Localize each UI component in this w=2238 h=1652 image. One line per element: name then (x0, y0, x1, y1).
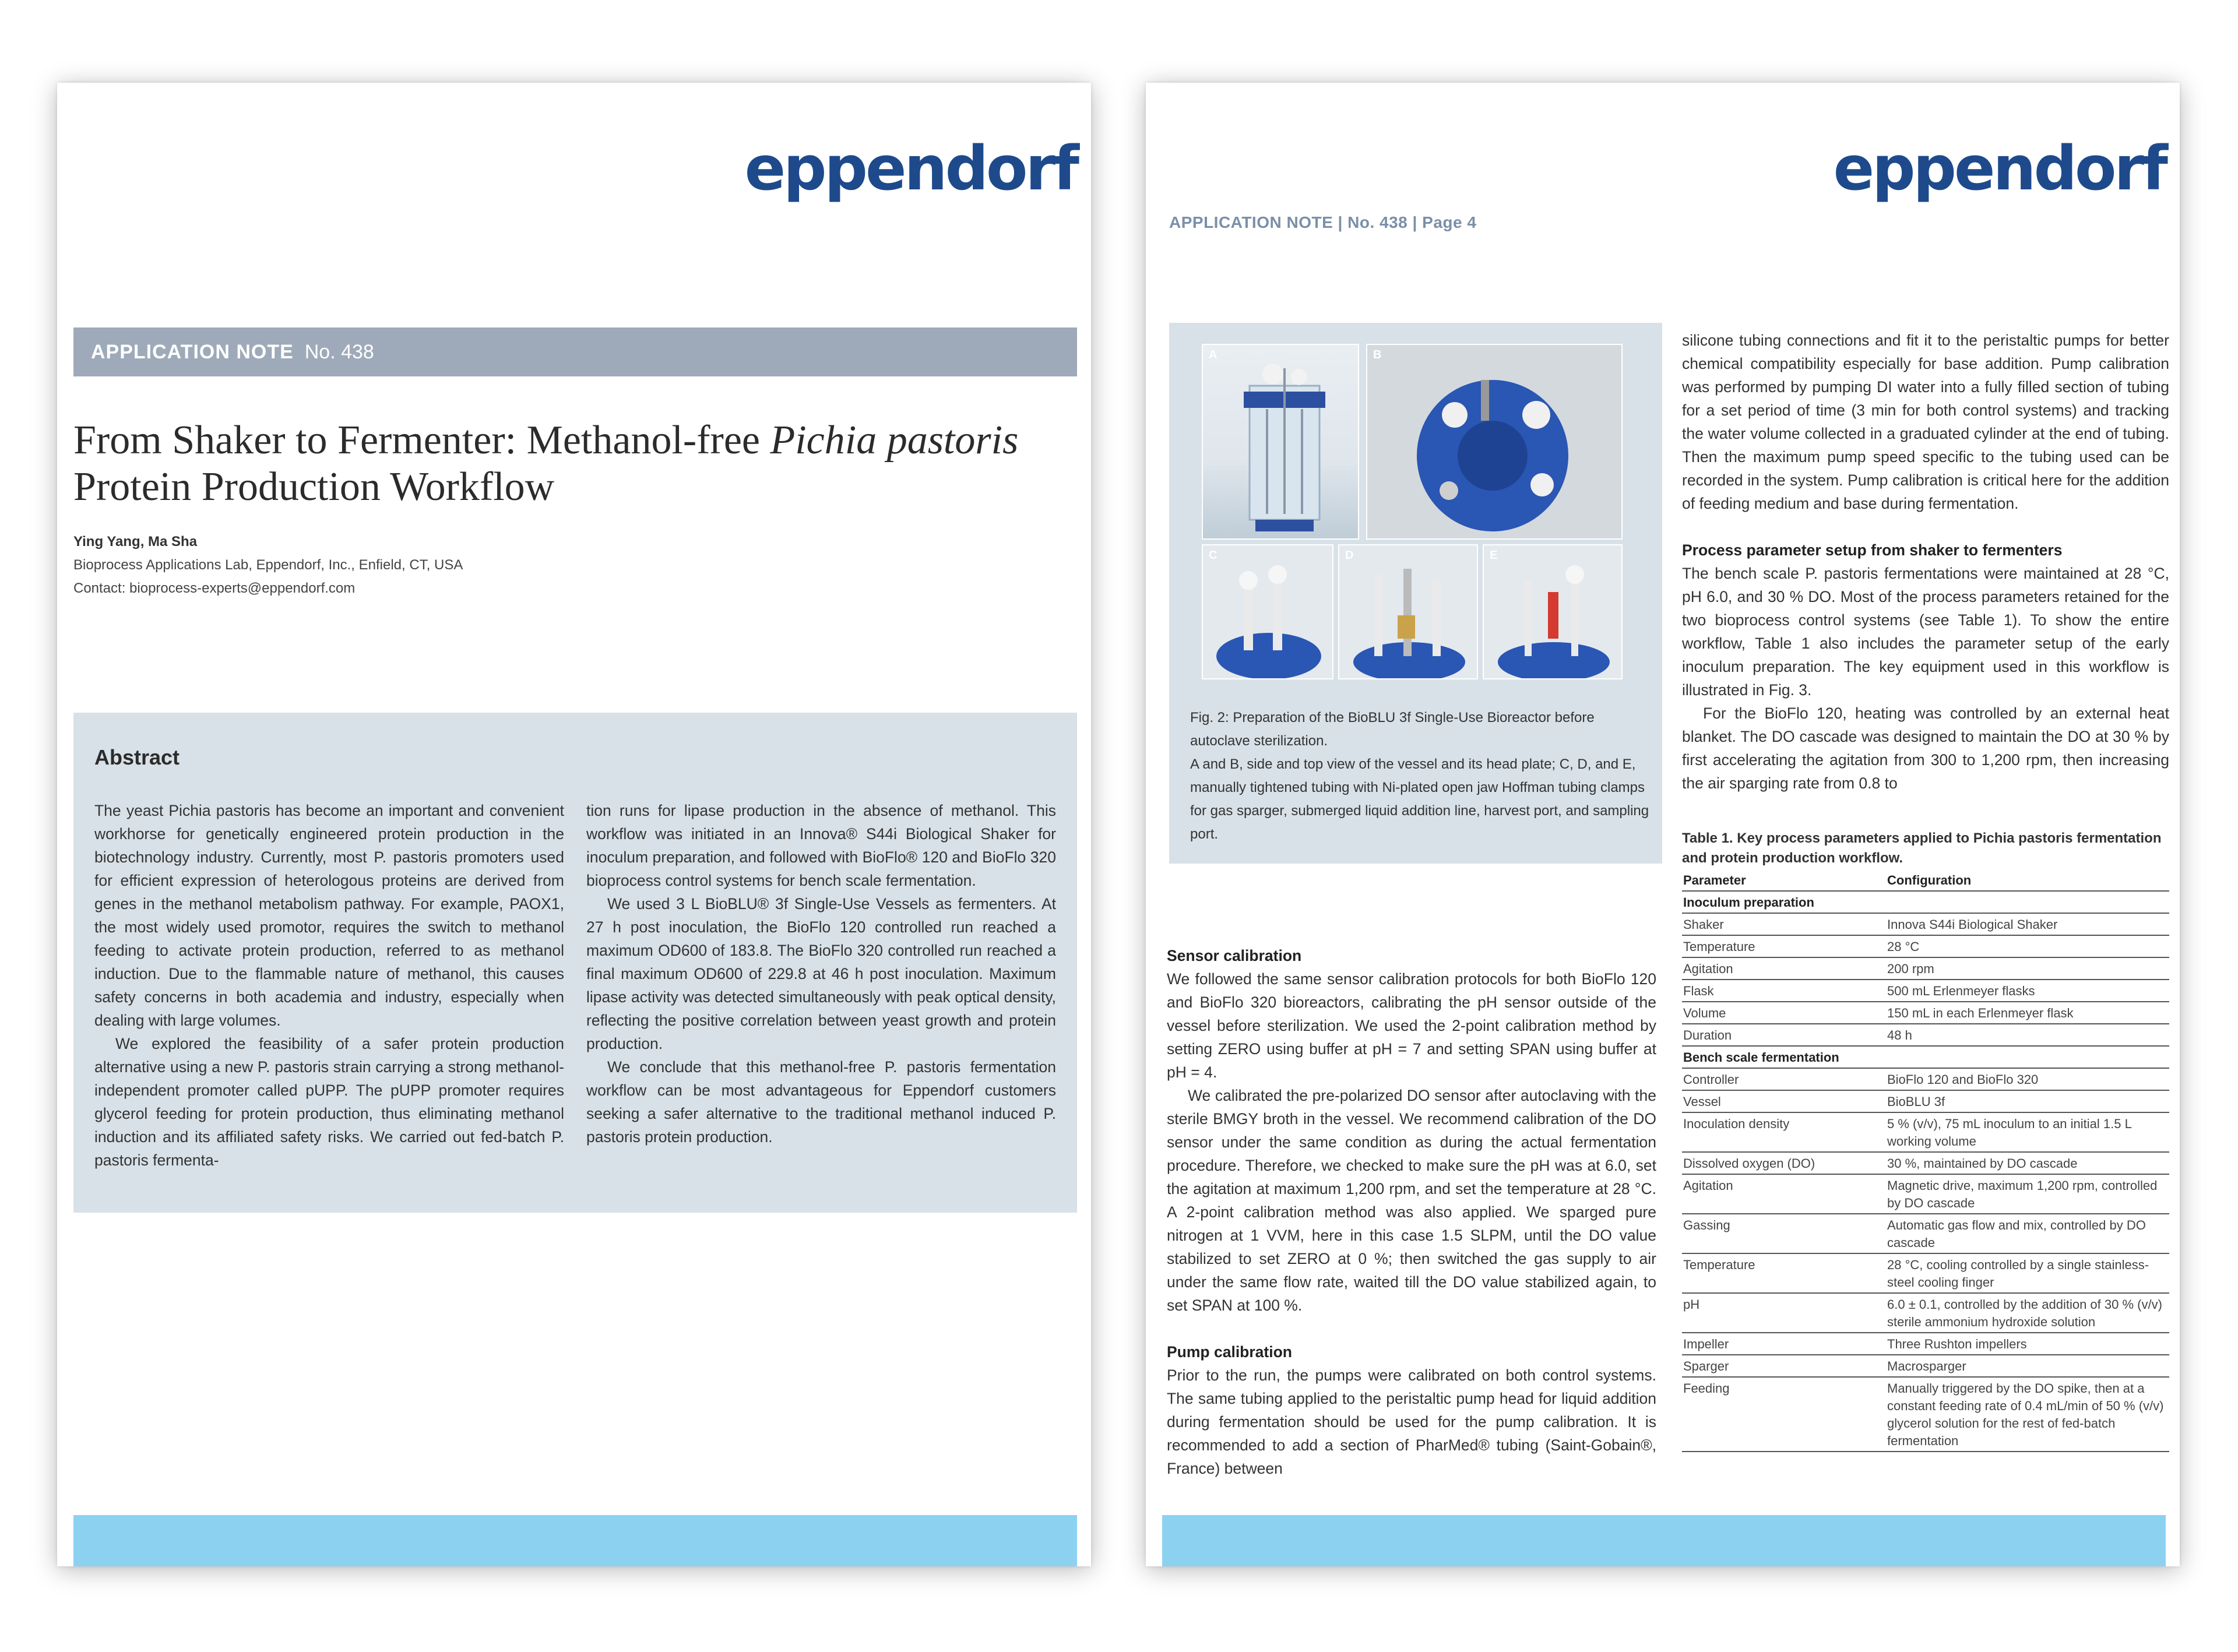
figure-2 (1169, 323, 1662, 864)
configuration-cell: 28 °C, cooling controlled by a single stainless-steel cooling finger (1880, 1253, 2169, 1293)
parameter-cell: Feeding (1682, 1377, 1880, 1452)
sensor-paragraph-1: We followed the same sensor calibration protocols for both BioFlo 120 and BioFlo 320 bioreactors, calibrating the pH sensor outside of the vessel before sterilization. We used the 2-point calibration method by setting ZERO using buffer at pH = 7 and setting SPAN using buffer at pH = 4. (1167, 970, 1656, 1081)
caption-line-1: Fig. 2: Preparation of the BioBLU 3f Single-Use Bioreactor before autoclave sterilization. (1190, 710, 1595, 749)
parameter-cell: Sparger (1682, 1355, 1880, 1377)
page-1 (57, 83, 1091, 1566)
abstract-paragraph: The yeast Pichia pastoris has become an important and convenient workhorse for genetically engineered protein production in the biotechnology industry. Currently, most P. pastoris promoters used for efficient expression of heterologous proteins are derived from genes in the methanol metabolism pathway. For example, PAOX1, the most widely used promotor, requires the switch to methanol feeding to activate protein production, referred to as methanol induction. Due to the flammable nature of methanol, this causes safety concerns in both academia and industry, especially when dealing with large volumes. (94, 802, 564, 1029)
contact: Contact: bioprocess-experts@eppendorf.com (73, 580, 356, 596)
configuration-cell: 48 h (1880, 1024, 2169, 1046)
parameter-cell: Duration (1682, 1024, 1880, 1046)
table-row (1682, 1214, 2169, 1253)
eppendorf-logo: eppendorf (744, 133, 1077, 204)
table-row (1682, 1333, 2169, 1355)
title-part-1: From Shaker to Fermenter: Methanol-free (73, 418, 770, 463)
parameter-cell: Bench scale fermentation (1682, 1046, 1880, 1068)
parameter-cell: Impeller (1682, 1333, 1880, 1355)
process-paragraph-1: The bench scale P. pastoris fermentations were maintained at 28 °C, pH 6.0, and 30 % DO. Most of the process parameters retained for the two bioprocess control systems (see Table 1). To show the entire workflow, Table 1 also includes the parameter setup of the early inoculum preparation. The key equipment used in this workflow is illustrated in Fig. 3. (1682, 565, 2169, 699)
parameters-table (1682, 869, 2169, 1452)
bottom-color-bar (1162, 1515, 2166, 1566)
parameter-cell: Temperature (1682, 935, 1880, 957)
configuration-cell: Manually triggered by the DO spike, then at a constant feeding rate of 0.4 mL/min of 50 % (v/v) glycerol solution for the rest of fed-batch fermentation (1880, 1377, 2169, 1452)
panel-label-a: A (1209, 348, 1217, 361)
tubing-clamps-image-d (1339, 545, 1478, 679)
page-2 (1146, 83, 2180, 1566)
table-row (1682, 1377, 2169, 1452)
abstract-paragraph: tion runs for lipase production in the absence of methanol. This workflow was initiated in an Innova® S44i Biological Shaker for inoculum preparation, and followed with BioFlo® 120 and BioFlo 320 bioprocess control systems for bench scale fermentation. (586, 802, 1056, 889)
tubing-clamps-image-e (1484, 545, 1623, 679)
bioreactor-side-image (1203, 345, 1359, 540)
abstract-paragraph: We explored the feasibility of a safer protein production alternative using a new P. pastoris strain carrying a strong methanol-independent promoter called pUPP. The pUPP promoter requires glycerol feeding for protein production, thus eliminating methanol induction and its affiliated safety risks. We carried out fed-batch P. pastoris fermenta- (94, 1035, 564, 1169)
table-row (1682, 1024, 2169, 1046)
panel-label-b: B (1373, 348, 1382, 361)
figure-photo-b (1366, 344, 1623, 540)
panel-label-e: E (1490, 549, 1498, 562)
table-section-row (1682, 891, 2169, 913)
table-row (1682, 1152, 2169, 1174)
panel-label-d: D (1345, 549, 1354, 562)
configuration-cell: 6.0 ± 0.1, controlled by the addition of 30 % (v/v) sterile ammonium hydroxide solution (1880, 1293, 2169, 1333)
parameter-cell: Gassing (1682, 1214, 1880, 1253)
note-band-label: APPLICATION NOTE (91, 341, 294, 363)
abstract-paragraph: We used 3 L BioBLU® 3f Single-Use Vessels as fermenters. At 27 h post inoculation, the BioFlo 120 controlled run reached a maximum OD600 of 183.8. The BioFlo 320 controlled run reached a final maximum OD600 of 229.8 at 46 h post inoculation. Maximum lipase activity was detected simultaneously with peak optical density, reflecting the positive correlation between yeast growth and protein production. (586, 895, 1056, 1052)
table-row (1682, 1355, 2169, 1377)
configuration-cell: 200 rpm (1880, 957, 2169, 980)
table-title: Table 1. Key process parameters applied to Pichia pastoris fermentation and protein production workflow. (1682, 830, 2162, 866)
parameter-cell: Inoculation density (1682, 1112, 1880, 1152)
abstract-paragraph: We conclude that this methanol-free P. pastoris fermentation workflow can be most advantageous for Eppendorf customers seeking a safer alternative to the traditional methanol induced P. pastoris protein production. (586, 1058, 1056, 1146)
table-row (1682, 1293, 2169, 1333)
configuration-cell: Magnetic drive, maximum 1,200 rpm, controlled by DO cascade (1880, 1174, 2169, 1214)
parameter-cell: Shaker (1682, 913, 1880, 935)
table-row (1682, 1090, 2169, 1112)
table-row (1682, 957, 2169, 980)
tubing-clamps-image-c (1203, 545, 1333, 679)
figure-photo-a (1202, 344, 1359, 540)
table-header-cell: Parameter (1682, 869, 1880, 891)
sensor-paragraph-2: We calibrated the pre-polarized DO sensor after autoclaving with the sterile BMGY broth in the vessel. We recommend calibration of the DO sensor under the same condition as during the actual fermentation procedure. Therefore, we checked to make sure the pH was at 6.0, set the agitation at maximum 1,200 rpm, and set the temperature at 28 °C. A 2-point calibration method was also applied. We sparged pure nitrogen at 1 VVM, here in this case 1.5 SLPM, until the DO value stabilized to set ZERO at 0 %; then switched the gas supply to air under the same flow rate, waited till the DO value stabilized again, to set SPAN at 100 %. (1167, 1087, 1656, 1314)
parameter-cell: Vessel (1682, 1090, 1880, 1112)
table-header-row (1682, 869, 2169, 891)
parameter-cell: Flask (1682, 980, 1880, 1002)
configuration-cell: BioFlo 120 and BioFlo 320 (1880, 1068, 2169, 1090)
spacer (1682, 515, 2169, 538)
configuration-cell: BioBLU 3f (1880, 1090, 2169, 1112)
parameter-cell: Agitation (1682, 1174, 1880, 1214)
abstract-box (73, 713, 1077, 1213)
configuration-cell (1880, 1046, 2169, 1068)
sensor-calibration-heading: Sensor calibration (1167, 947, 1302, 964)
parameter-cell: pH (1682, 1293, 1880, 1333)
figure-photo-c (1202, 544, 1333, 679)
caption-line-2: A and B, side and top view of the vessel and its head plate; C, D, and E, manually tightened tubing with Ni-plated open jaw Hoffman tubing clamps for gas sparger, submerged liquid addition line, harvest port, and sampling port. (1190, 756, 1649, 842)
pump-paragraph-1: Prior to the run, the pumps were calibrated on both control systems. The same tubing applied to the peristaltic pump head for liquid addition during fermentation should be used for the pump calibration. It is recommended to add a section of PharMed® tubing (Saint-Gobain®, France) between (1167, 1366, 1656, 1477)
parameter-cell: Temperature (1682, 1253, 1880, 1293)
table-row (1682, 1174, 2169, 1214)
figure-photo-d (1338, 544, 1478, 679)
table-row (1682, 1002, 2169, 1024)
table-row (1682, 935, 2169, 957)
title-italic: Pichia pastoris (770, 418, 1019, 463)
figure-photo-e (1483, 544, 1623, 679)
configuration-cell: Innova S44i Biological Shaker (1880, 913, 2169, 935)
configuration-cell: Automatic gas flow and mix, controlled by DO cascade (1880, 1214, 2169, 1253)
configuration-cell: Macrosparger (1880, 1355, 2169, 1377)
process-paragraph-2: For the BioFlo 120, heating was controlled by an external heat blanket. The DO cascade was designed to maintain the DO at 30 % by first accelerating the agitation from 300 to 1,200 rpm, then increasing the air sparging rate from 0.8 to (1682, 705, 2169, 792)
configuration-cell: Three Rushton impellers (1880, 1333, 2169, 1355)
parameter-cell: Volume (1682, 1002, 1880, 1024)
note-band-number: No. 438 (304, 341, 374, 363)
configuration-cell: 30 %, maintained by DO cascade (1880, 1152, 2169, 1174)
eppendorf-logo: eppendorf (1833, 133, 2166, 204)
title-part-2: Protein Production Workflow (73, 464, 555, 509)
bioreactor-top-image (1367, 345, 1623, 540)
parameter-cell: Inoculum preparation (1682, 891, 1880, 913)
table-row (1682, 1112, 2169, 1152)
configuration-cell: 500 mL Erlenmeyer flasks (1880, 980, 2169, 1002)
table-row (1682, 1068, 2169, 1090)
left-column-text (1167, 944, 1656, 1480)
application-note-band (73, 327, 1077, 376)
right-column-text (1682, 329, 2169, 795)
table-row (1682, 913, 2169, 935)
table-section-row (1682, 1046, 2169, 1068)
parameter-cell: Controller (1682, 1068, 1880, 1090)
abstract-column-1 (94, 799, 564, 1172)
abstract-heading: Abstract (94, 745, 180, 769)
figure-caption (1190, 706, 1651, 846)
bottom-color-bar (73, 1515, 1077, 1566)
table-body (1682, 869, 2169, 1452)
panel-label-c: C (1209, 549, 1217, 562)
spacer (1167, 1317, 1656, 1340)
parameter-cell: Agitation (1682, 957, 1880, 980)
page-header: APPLICATION NOTE | No. 438 | Page 4 (1169, 213, 1477, 231)
affiliation: Bioprocess Applications Lab, Eppendorf, Inc., Enfield, CT, USA (73, 557, 463, 573)
configuration-cell: 5 % (v/v), 75 mL inoculum to an initial 1.5 L working volume (1880, 1112, 2169, 1152)
table-row (1682, 980, 2169, 1002)
authors: Ying Yang, Ma Sha (73, 534, 198, 550)
parameter-cell: Dissolved oxygen (DO) (1682, 1152, 1880, 1174)
table-header-cell: Configuration (1880, 869, 2169, 891)
table-row (1682, 1253, 2169, 1293)
document-title (73, 417, 1079, 510)
right-paragraph-1: silicone tubing connections and fit it to the peristaltic pumps for better chemical compatibility especially for base addition. Pump calibration was performed by pumping DI water into a fully filled section of tubing for a set period of time (3 min for both control systems) and tracking the water volume collected in a graduated cylinder at the end of tubing. Then the maximum pump speed specific to the tubing used can be recorded in the system. Pump calibration is critical here for the addition of feeding medium and base during fermentation. (1682, 332, 2169, 512)
pump-calibration-heading: Pump calibration (1167, 1343, 1292, 1361)
process-parameter-heading: Process parameter setup from shaker to fermenters (1682, 541, 2063, 559)
abstract-column-2 (586, 799, 1056, 1149)
configuration-cell (1880, 891, 2169, 913)
configuration-cell: 28 °C (1880, 935, 2169, 957)
configuration-cell: 150 mL in each Erlenmeyer flask (1880, 1002, 2169, 1024)
